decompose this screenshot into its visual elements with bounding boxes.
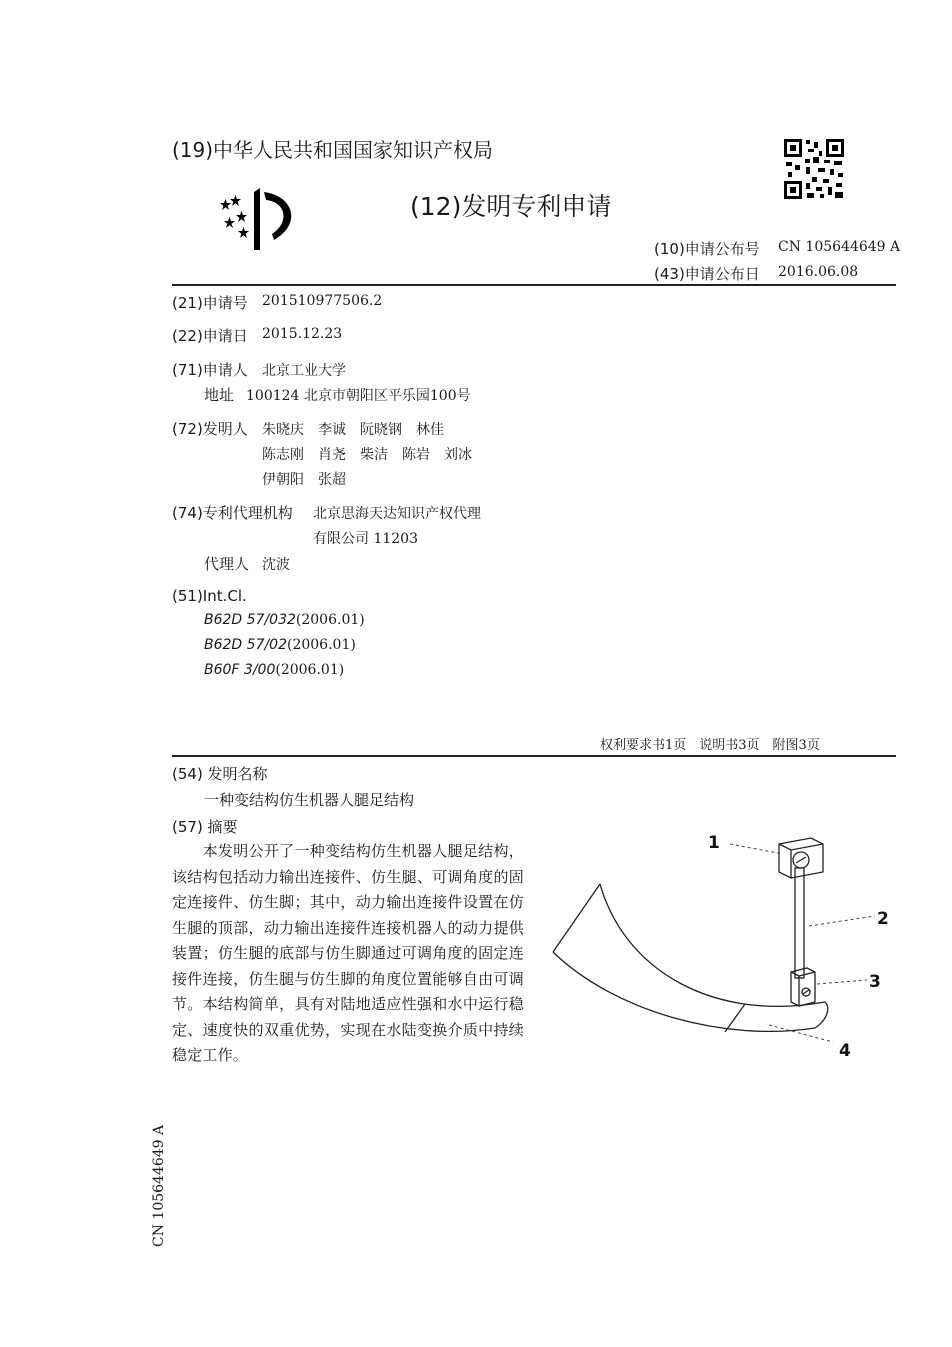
document-type: (12)发明专利申请 <box>410 192 612 221</box>
ipc-label: (51)Int.Cl. <box>172 587 247 605</box>
ipc-code: B60F 3/00 <box>204 662 276 678</box>
agency-line-2: 有限公司 11203 <box>313 531 418 547</box>
inventors-label: (72)发明人 <box>172 420 248 438</box>
office-name: (19)中华人民共和国国家知识产权局 <box>172 138 494 162</box>
figure-label: 2 <box>877 909 889 929</box>
agent: 沈波 <box>262 557 290 573</box>
title-label: (54) 发明名称 <box>172 765 268 783</box>
abstract-label: (57) 摘要 <box>172 818 238 836</box>
filing-date: 2015.12.23 <box>262 326 343 342</box>
address: 100124 北京市朝阳区平乐园100号 <box>246 388 471 404</box>
ipc-code: B62D 57/02 <box>204 637 287 653</box>
inventors-line-1: 朱晓庆 李诚 阮晓钢 林佳 <box>262 422 444 438</box>
ipc-entry <box>204 662 344 678</box>
page-counts: 权利要求书1页 说明书3页 附图3页 <box>600 738 820 753</box>
side-publication-number: CN 105644649 A <box>151 1124 167 1247</box>
abstract-body <box>172 839 524 1069</box>
applicant: 北京工业大学 <box>262 363 346 379</box>
section-rule <box>172 755 896 757</box>
header-rule <box>172 284 896 286</box>
ipc-entry <box>204 637 356 653</box>
publication-number-label: (10)申请公布号 <box>654 240 760 258</box>
publication-date: 2016.06.08 <box>778 264 859 280</box>
inventors-line-2: 陈志刚 肖尧 柴洁 陈岩 刘冰 <box>262 447 472 463</box>
inventors-line-3: 伊朝阳 张超 <box>262 472 346 488</box>
figure-label: 3 <box>869 972 881 992</box>
ipc-entry <box>204 612 365 628</box>
figure-label: 4 <box>839 1041 851 1061</box>
agency-label: (74)专利代理机构 <box>172 504 293 522</box>
invention-title: 一种变结构仿生机器人腿足结构 <box>204 791 415 809</box>
filing-date-label: (22)申请日 <box>172 327 248 345</box>
application-number-label: (21)申请号 <box>172 294 248 312</box>
figure-label: 1 <box>708 833 720 853</box>
publication-date-label: (43)申请公布日 <box>654 265 760 283</box>
address-label: 地址 <box>204 386 235 404</box>
ipc-year: (2006.01) <box>275 662 345 678</box>
abstract-figure <box>545 822 905 1072</box>
ipc-year: (2006.01) <box>295 612 365 628</box>
application-number: 201510977506.2 <box>262 293 383 309</box>
ipc-year: (2006.01) <box>287 637 356 653</box>
applicant-label: (71)申请人 <box>172 361 248 379</box>
abstract-text: 本发明公开了一种变结构仿生机器人腿足结构，该结构包括动力输出连接件、仿生腿、可调角度的固定连接件、仿生脚；其中，动力输出连接件设置在仿生腿的顶部，动力输出连接件连接机器人的动力提供装置；仿生腿的底部与仿生脚通过可调角度的固定连接件连接，仿生腿与仿生脚的角度位置能够自由可调节。本结构简单，具有对陆地适应性强和水中运行稳定、速度快的双重优势，实现在水陆变换介质中持续稳定工作。 <box>172 842 524 1064</box>
ipc-code: B62D 57/032 <box>204 612 296 628</box>
cnipa-logo <box>214 186 300 252</box>
agent-label: 代理人 <box>204 555 250 573</box>
publication-number: CN 105644649 A <box>778 239 901 255</box>
agency-line-1: 北京思海天达知识产权代理 <box>313 506 481 522</box>
qr-code <box>782 137 846 201</box>
